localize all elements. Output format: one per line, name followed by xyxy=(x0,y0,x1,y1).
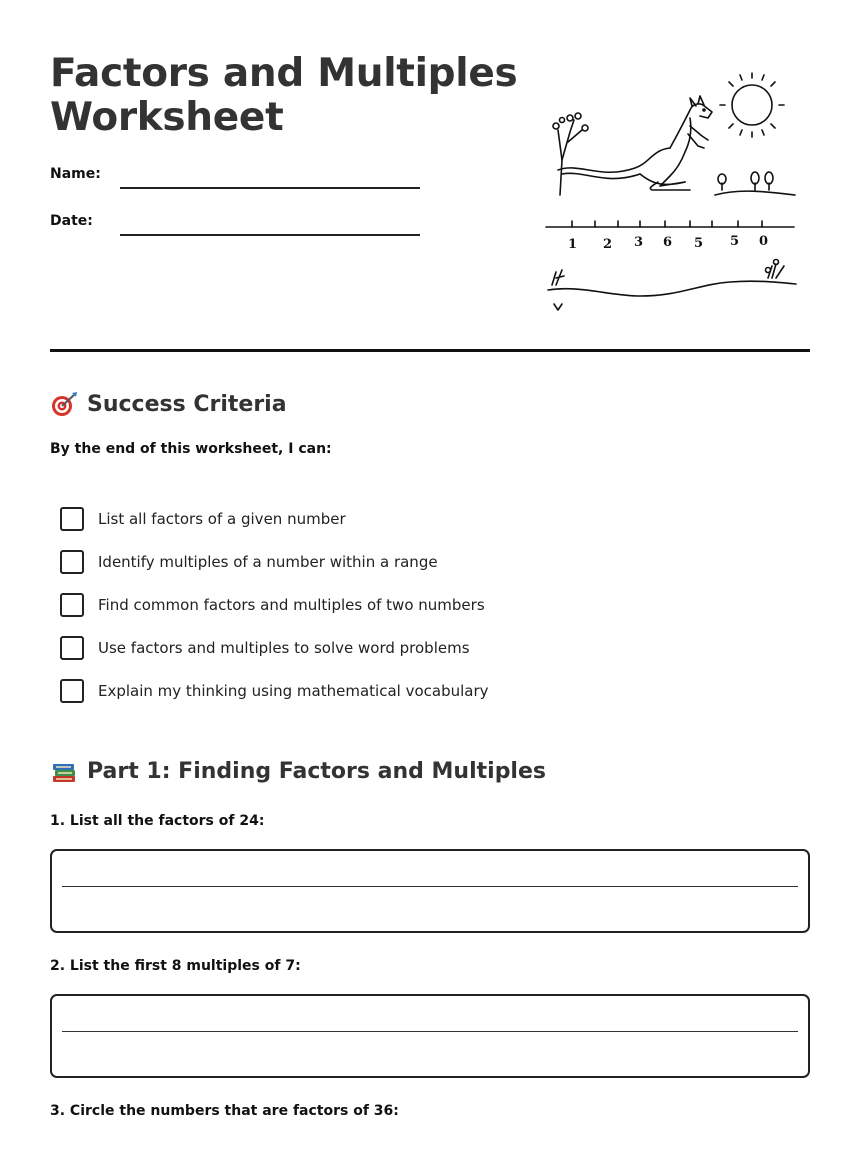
criteria-item xyxy=(60,635,470,661)
criteria-checkbox[interactable] xyxy=(60,593,84,617)
success-criteria-lead: By the end of this worksheet, I can: xyxy=(50,441,332,457)
question-2-label: 2. List the first 8 multiples of 7: xyxy=(50,958,301,974)
number-line-ticks xyxy=(572,221,762,227)
hill-line xyxy=(548,281,796,296)
success-criteria-heading xyxy=(50,390,287,418)
number-line-label: 2 xyxy=(603,237,613,252)
criteria-label: Explain my thinking using mathematical vocabulary xyxy=(98,682,489,700)
name-field[interactable] xyxy=(120,187,420,189)
date-field[interactable] xyxy=(120,234,420,236)
question-2-answer-box[interactable] xyxy=(50,994,810,1078)
criteria-checkbox[interactable] xyxy=(60,679,84,703)
number-line-label: 5 xyxy=(694,236,704,251)
number-line-label: 6 xyxy=(663,235,673,250)
criteria-checkbox[interactable] xyxy=(60,636,84,660)
date-label: Date: xyxy=(50,213,93,229)
question-1-answer-box[interactable] xyxy=(50,849,810,933)
worksheet-title: Factors and Multiples Worksheet xyxy=(50,51,518,140)
number-line-label: 5 xyxy=(730,234,740,249)
criteria-item xyxy=(60,506,346,532)
part1-heading xyxy=(50,757,546,785)
kangaroo-illustration xyxy=(540,70,810,320)
header-divider xyxy=(50,349,810,352)
success-criteria-title: Success Criteria xyxy=(87,391,287,417)
target-dart-icon xyxy=(50,390,78,418)
criteria-checkbox[interactable] xyxy=(60,507,84,531)
criteria-label: Find common factors and multiples of two numbers xyxy=(98,596,485,614)
shrub-icons xyxy=(718,172,773,190)
number-line-label: 3 xyxy=(634,235,644,250)
number-line-label: 1 xyxy=(568,237,578,252)
criteria-label: Use factors and multiples to solve word problems xyxy=(98,639,470,657)
sun-icon xyxy=(720,73,784,137)
tree-icon xyxy=(553,113,588,195)
books-icon xyxy=(50,757,78,785)
criteria-item xyxy=(60,549,438,575)
kangaroo-drawing xyxy=(540,70,810,320)
part1-title: Part 1: Finding Factors and Multiples xyxy=(87,758,546,784)
question-3-label: 3. Circle the numbers that are factors of 36: xyxy=(50,1103,399,1119)
criteria-label: List all factors of a given number xyxy=(98,510,346,528)
kangaroo-icon xyxy=(558,96,712,190)
grass-icons xyxy=(552,260,784,311)
question-1-label: 1. List all the factors of 24: xyxy=(50,813,265,829)
ground-line xyxy=(715,191,795,195)
criteria-checkbox[interactable] xyxy=(60,550,84,574)
answer-line xyxy=(62,1031,798,1032)
number-line-label: 0 xyxy=(759,234,769,249)
criteria-item xyxy=(60,678,489,704)
name-label: Name: xyxy=(50,166,101,182)
number-line-labels xyxy=(568,234,768,252)
criteria-label: Identify multiples of a number within a range xyxy=(98,553,438,571)
criteria-item xyxy=(60,592,485,618)
answer-line xyxy=(62,886,798,887)
